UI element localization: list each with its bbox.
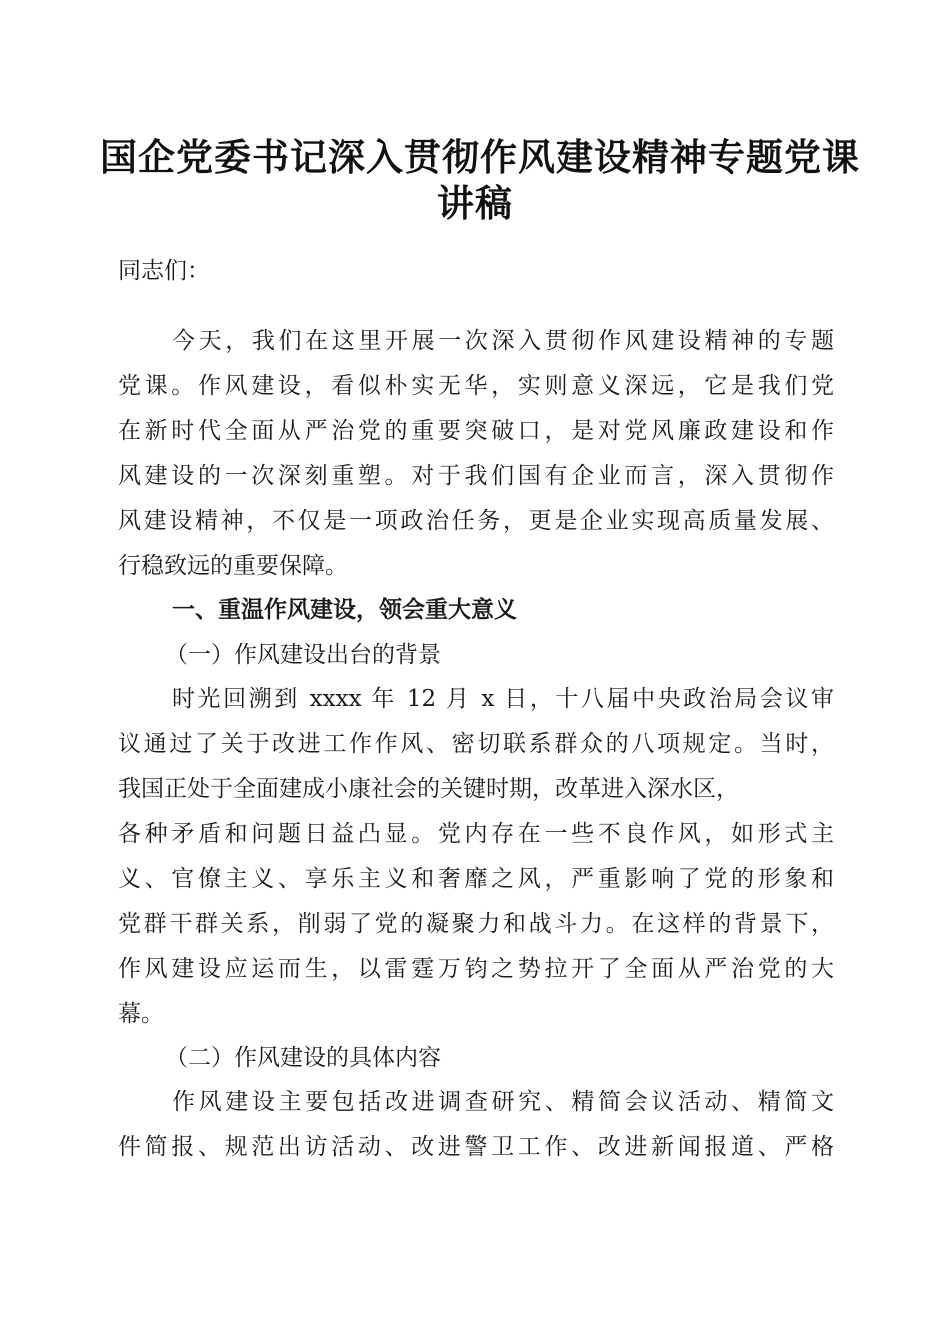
paragraph-line: 幕。	[118, 1001, 164, 1027]
paragraph-line: 风建设精神，不仅是一项政治任务，更是企业实现高质量发展、	[118, 508, 834, 534]
paragraph-line: 议通过了关于改进工作作风、密切联系群众的八项规定。当时，	[118, 731, 834, 757]
section-heading: 一、重温作风建设，领会重大意义	[172, 597, 517, 623]
paragraph-line: 义、官僚主义、享乐主义和奢靡之风，严重影响了党的形象和	[118, 866, 834, 892]
paragraph-line: 作风建设主要包括改进调查研究、精简会议活动、精简文	[172, 1089, 834, 1115]
paragraph-line: 时光回溯到 xxxx 年 12 月 x 日，十八届中央政治局会议审	[172, 686, 834, 712]
paragraph-line: 风建设的一次深刻重塑。对于我们国有企业而言，深入贯彻作	[118, 463, 834, 489]
paragraph-line: 行稳致远的重要保障。	[118, 553, 348, 579]
paragraph-line: 各种矛盾和问题日益凸显。党内存在一些不良作风，如形式主	[118, 821, 834, 847]
subsection-heading: （二）作风建设的具体内容	[165, 1045, 441, 1071]
paragraph-line: 作风建设应运而生，以雷霆万钧之势拉开了全面从严治党的大	[118, 956, 834, 982]
subsection-heading: （一）作风建设出台的背景	[165, 642, 441, 668]
paragraph-line: 今天，我们在这里开展一次深入贯彻作风建设精神的专题	[172, 328, 834, 354]
paragraph-line: 党课。作风建设，看似朴实无华，实则意义深远，它是我们党	[118, 373, 834, 399]
salutation: 同志们：	[118, 258, 210, 284]
paragraph-line: 我国正处于全面建成小康社会的关键时期，改革进入深水区，	[118, 776, 739, 802]
paragraph-line: 党群干群关系，削弱了党的凝聚力和战斗力。在这样的背景下，	[118, 911, 834, 937]
document-title-line-2: 讲稿	[437, 182, 513, 225]
paragraph-line: 件简报、规范出访活动、改进警卫工作、改进新闻报道、严格	[118, 1134, 834, 1160]
document-title-line-1: 国企党委书记深入贯彻作风建设精神专题党课	[100, 136, 860, 179]
paragraph-line: 在新时代全面从严治党的重要突破口，是对党风廉政建设和作	[118, 418, 834, 444]
